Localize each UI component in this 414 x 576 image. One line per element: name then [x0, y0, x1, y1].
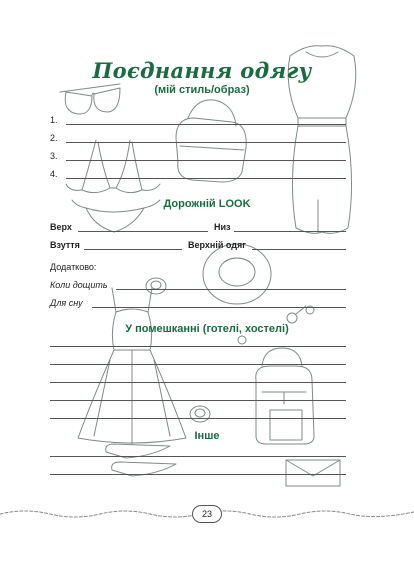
- backpack-icon: [256, 348, 314, 444]
- sunglasses-icon: [60, 84, 120, 114]
- section-other: Інше: [194, 430, 220, 442]
- other-line-1[interactable]: [50, 456, 346, 457]
- hat-icon: [203, 244, 271, 304]
- room-line-4[interactable]: [50, 400, 346, 401]
- list-line-1[interactable]: [66, 124, 346, 125]
- page-subtitle: (мій стиль/образ): [154, 84, 250, 96]
- field-extra-label: Додатково:: [50, 262, 97, 272]
- clutch-icon: [286, 460, 340, 486]
- page-number: 23: [192, 505, 222, 523]
- list-number-4: 4.: [50, 169, 58, 179]
- list-number-3: 3.: [50, 151, 58, 161]
- list-line-3[interactable]: [66, 160, 346, 161]
- section-in-room: У помешканні (готелі, хостелі): [125, 323, 289, 335]
- list-line-4[interactable]: [66, 178, 346, 179]
- room-line-2[interactable]: [50, 364, 346, 365]
- field-rain-line[interactable]: [116, 289, 346, 290]
- room-line-5[interactable]: [50, 418, 346, 419]
- list-line-2[interactable]: [66, 142, 346, 143]
- field-top-line[interactable]: [78, 231, 208, 232]
- field-bottom-line[interactable]: [234, 231, 346, 232]
- field-top-label: Верх: [50, 222, 72, 232]
- field-rain-label: Коли дощить: [50, 280, 108, 290]
- list-number-2: 2.: [50, 133, 58, 143]
- field-bottom-label: Низ: [214, 222, 231, 232]
- field-shoes-label: Взуття: [50, 240, 80, 250]
- bikini-icon: [66, 140, 160, 232]
- field-sleep-line[interactable]: [92, 307, 346, 308]
- shoes-icon: [106, 444, 176, 476]
- field-sleep-label: Для сну: [50, 298, 83, 308]
- room-line-3[interactable]: [50, 382, 346, 383]
- page-title: Поєднання одягу: [92, 58, 312, 83]
- sundress-icon: [78, 288, 186, 444]
- section-travel-look: Дорожній LOOK: [163, 198, 251, 210]
- field-shoes-line[interactable]: [84, 249, 182, 250]
- field-outerwear-label: Верхній одяг: [188, 240, 246, 250]
- field-outerwear-line[interactable]: [252, 249, 346, 250]
- handbag-icon: [176, 100, 246, 182]
- other-line-2[interactable]: [50, 474, 346, 475]
- room-line-1[interactable]: [50, 346, 346, 347]
- list-number-1: 1.: [50, 115, 58, 125]
